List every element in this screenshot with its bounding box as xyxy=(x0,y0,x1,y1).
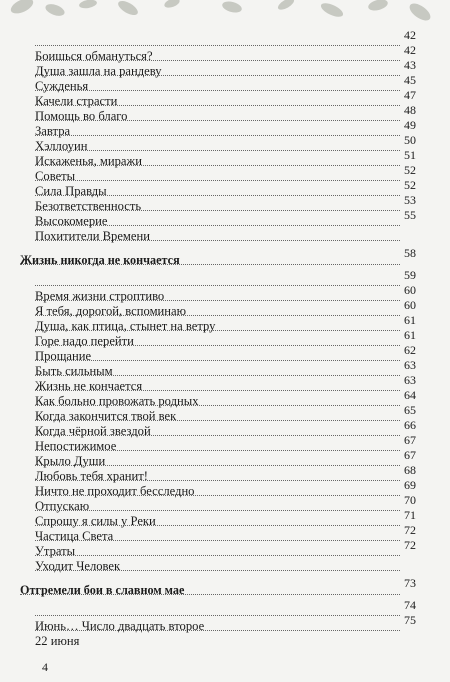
toc-entry-page: 69 xyxy=(404,478,416,492)
toc-entry-title: Частица Света xyxy=(35,529,114,543)
toc-entry-title: Как больно провожать родных xyxy=(35,394,199,408)
toc-entry-title: Похитители Времени xyxy=(35,229,150,243)
toc-entry-title: Когда закончится твой век xyxy=(35,409,177,423)
toc-entry-title: Советы xyxy=(35,169,76,183)
toc-entry-page: 68 xyxy=(404,463,416,477)
toc-section-heading[interactable] xyxy=(20,244,416,274)
toc-entry[interactable] xyxy=(20,523,416,544)
toc-entry[interactable] xyxy=(20,373,416,394)
toc-entry-page: 42 xyxy=(404,28,416,42)
toc-entry[interactable] xyxy=(20,103,416,124)
toc-entry-page: 65 xyxy=(404,403,416,417)
toc-entry-page: 72 xyxy=(404,538,416,552)
toc-entry[interactable] xyxy=(20,268,416,289)
toc-entry-title: Качели страсти xyxy=(35,94,118,108)
toc-entry-page: 60 xyxy=(404,298,416,312)
toc-entry-page: 50 xyxy=(404,133,416,147)
toc-entry[interactable] xyxy=(20,448,416,469)
toc-entry-page: 51 xyxy=(404,148,416,162)
toc-entry-page: 74 xyxy=(404,598,416,612)
toc-entry-title: Помощь во благо xyxy=(35,109,128,123)
section-page: 58 xyxy=(404,246,416,260)
toc-entry-title: Хэллоуин xyxy=(35,139,88,153)
toc-entry-page: 62 xyxy=(404,343,416,357)
toc-entry[interactable] xyxy=(20,313,416,334)
toc-entry-page: 61 xyxy=(404,313,416,327)
toc-entry-page: 52 xyxy=(404,178,416,192)
toc-entry[interactable] xyxy=(20,208,416,229)
toc-entry-title: 22 июня xyxy=(35,634,80,648)
toc-entry-page: 59 xyxy=(404,268,416,282)
toc-entry[interactable] xyxy=(20,298,416,319)
toc-entry[interactable] xyxy=(20,634,416,649)
toc-entry[interactable] xyxy=(20,508,416,529)
toc-entry-title: Прощание xyxy=(35,349,92,363)
toc-entry-page: 49 xyxy=(404,118,416,132)
toc-entry-page: 63 xyxy=(404,373,416,387)
toc-entry[interactable] xyxy=(20,118,416,139)
toc-entry-title: Когда чёрной звездой xyxy=(35,424,151,438)
toc-entry-title: Высокомерие xyxy=(35,214,108,228)
toc-entry[interactable] xyxy=(20,58,416,79)
toc-entry-title: Душа зашла на рандеву xyxy=(35,64,162,78)
section-title: Жизнь никогда не кончается xyxy=(20,253,180,267)
toc-entry[interactable] xyxy=(20,388,416,409)
toc-entry[interactable] xyxy=(20,493,416,514)
toc-entry-title: Уходит Человек xyxy=(35,559,121,573)
section-title: Отгремели бои в славном мае xyxy=(20,583,185,597)
page-number: 4 xyxy=(42,660,48,674)
toc-entry-title: Горе надо перейти xyxy=(35,334,134,348)
toc-entry-title: Завтра xyxy=(35,124,71,138)
toc-entry-page: 60 xyxy=(404,283,416,297)
toc-entry[interactable] xyxy=(20,193,416,214)
toc-entry-title: Искаженья, миражи xyxy=(35,154,142,168)
toc-entry[interactable] xyxy=(20,478,416,499)
section-page: 73 xyxy=(404,576,416,590)
toc-entry-title: Безответственность xyxy=(35,199,142,213)
toc-entry-page: 67 xyxy=(404,433,416,447)
toc-entry-title: Быть сильным xyxy=(35,364,113,378)
toc-entry-page: 72 xyxy=(404,523,416,537)
toc-entry[interactable] xyxy=(20,133,416,154)
toc-entry-page: 75 xyxy=(404,613,416,627)
toc-entry[interactable] xyxy=(20,463,416,484)
toc-entry-page: 67 xyxy=(404,448,416,462)
toc-entry-page: 42 xyxy=(404,43,416,57)
toc-entry-page: 64 xyxy=(404,388,416,402)
toc-entry-title: Время жизни строптиво xyxy=(35,289,165,303)
toc-entry[interactable] xyxy=(20,358,416,379)
toc-entry[interactable] xyxy=(20,613,416,634)
toc-entry-page: 45 xyxy=(404,73,416,87)
toc-entry-title: Боишься обмануться? xyxy=(35,49,153,63)
toc-entry-title: Отпускаю xyxy=(35,499,90,513)
toc-entry[interactable] xyxy=(20,229,416,244)
toc-entry-title: Душа, как птица, стынет на ветру xyxy=(35,319,216,333)
toc-entry-title: Июнь… Число двадцать второе xyxy=(35,619,205,633)
toc-entry-page: 55 xyxy=(404,208,416,222)
toc-entry[interactable] xyxy=(20,433,416,454)
toc-entry[interactable] xyxy=(20,178,416,199)
toc-section-heading[interactable] xyxy=(20,574,416,604)
toc-entry[interactable] xyxy=(20,283,416,304)
toc-entry-title: Сужденья xyxy=(35,79,89,93)
toc-entry-page: 43 xyxy=(404,58,416,72)
toc-entry-page: 63 xyxy=(404,358,416,372)
toc-entry-page: 53 xyxy=(404,193,416,207)
toc-entry[interactable] xyxy=(20,73,416,94)
table-of-contents xyxy=(20,28,416,649)
toc-entry-page: 48 xyxy=(404,103,416,117)
toc-entry-title: Любовь тебя хранит! xyxy=(35,469,148,483)
toc-entry[interactable] xyxy=(20,598,416,619)
toc-entry[interactable] xyxy=(20,328,416,349)
toc-entry[interactable] xyxy=(20,88,416,109)
toc-entry[interactable] xyxy=(20,343,416,364)
toc-entry-title: Жизнь не кончается xyxy=(35,379,143,393)
toc-entry-page: 70 xyxy=(404,493,416,507)
toc-entry[interactable] xyxy=(20,163,416,184)
toc-entry[interactable] xyxy=(20,403,416,424)
toc-entry-page: 47 xyxy=(404,88,416,102)
toc-entry[interactable] xyxy=(20,148,416,169)
toc-entry[interactable] xyxy=(20,538,416,559)
toc-entry-page: 52 xyxy=(404,163,416,177)
toc-entry-page: 61 xyxy=(404,328,416,342)
toc-entry-title: Утраты xyxy=(35,544,76,558)
toc-entry[interactable] xyxy=(20,28,416,49)
toc-entry-title: Непостижимое xyxy=(35,439,117,453)
toc-entry-title: Спрошу я силы у Реки xyxy=(35,514,156,528)
toc-entry[interactable] xyxy=(20,418,416,439)
toc-entry-page: 71 xyxy=(404,508,416,522)
toc-entry-title: Я тебя, дорогой, вспоминаю xyxy=(35,304,187,318)
toc-entry-page: 66 xyxy=(404,418,416,432)
toc-entry-title: Сила Правды xyxy=(35,184,107,198)
toc-entry[interactable] xyxy=(20,559,416,574)
toc-entry[interactable] xyxy=(20,43,416,64)
toc-entry-title: Крыло Души xyxy=(35,454,106,468)
toc-entry-title: Ничто не проходит бесследно xyxy=(35,484,195,498)
